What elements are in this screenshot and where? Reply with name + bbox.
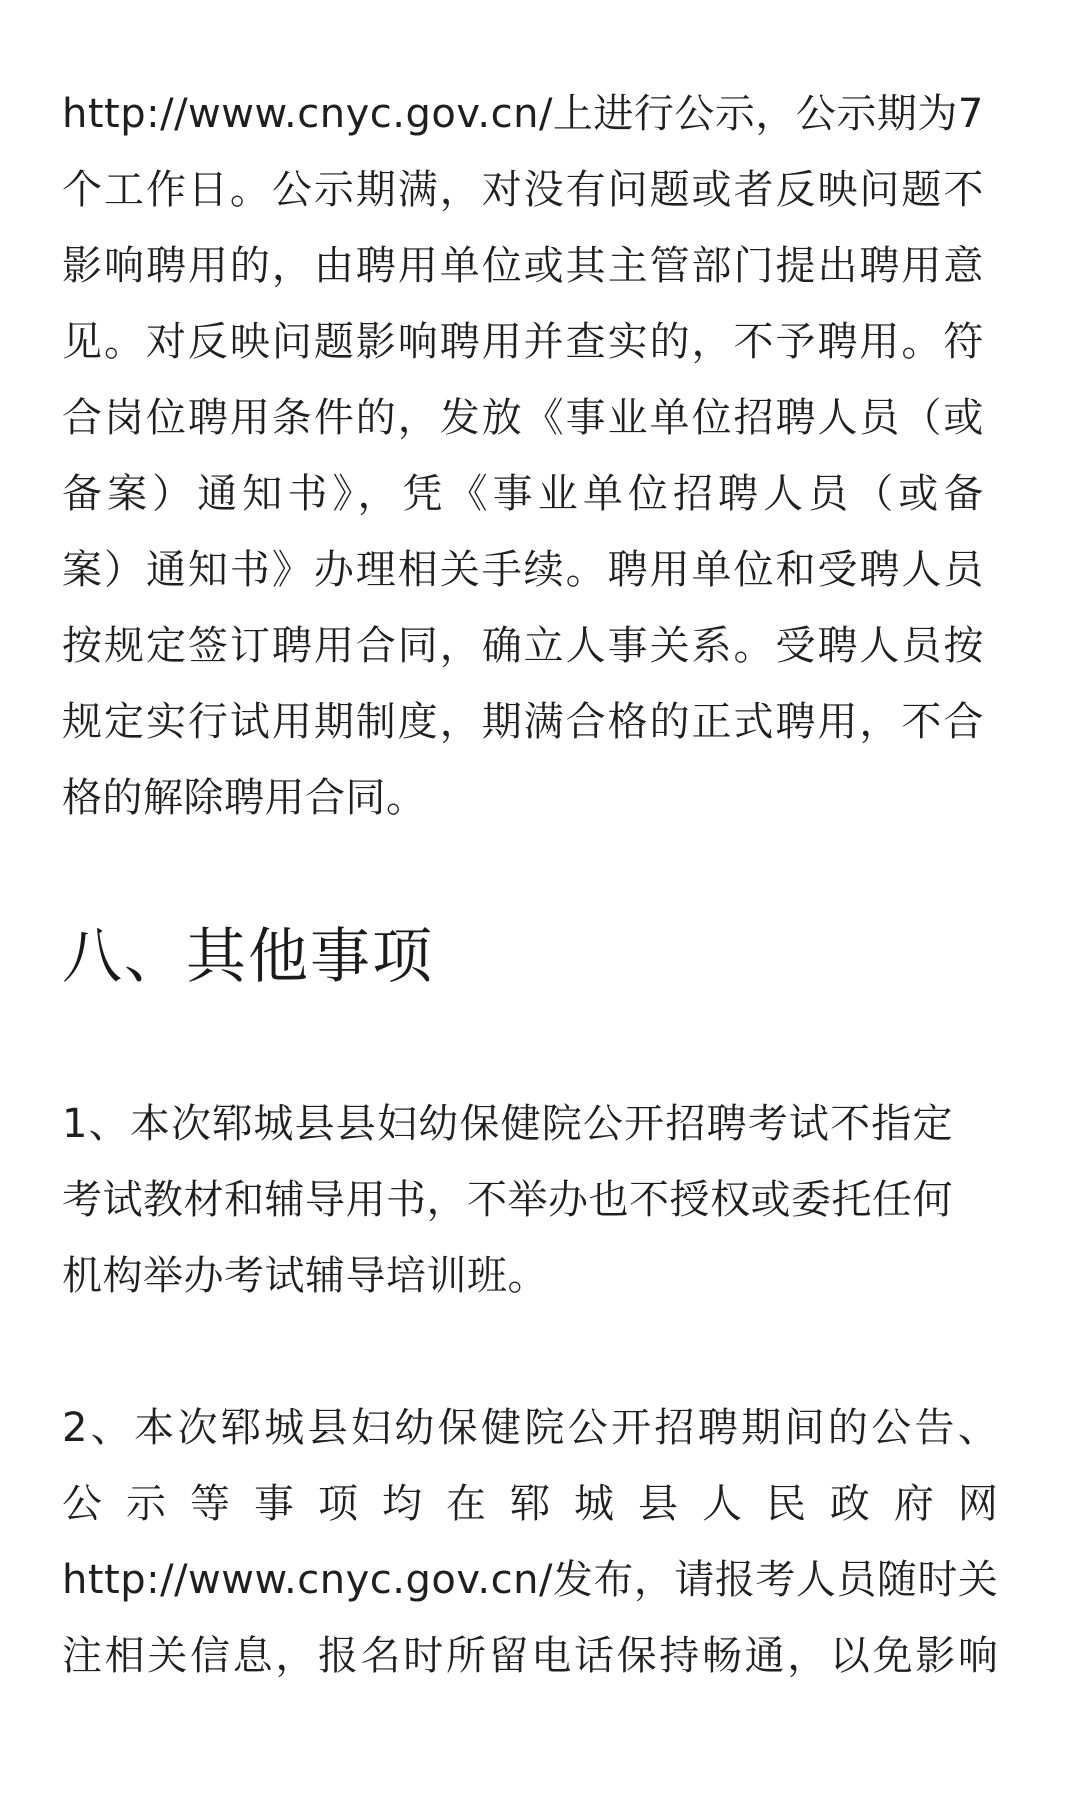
text-line: 公示等事项均在郓城县人民政府网 bbox=[62, 1481, 999, 1527]
other-item-1 bbox=[62, 1086, 953, 1314]
text-line: 备案）通知书》，凭《事业单位招聘人员（或备 bbox=[62, 471, 984, 517]
section-heading: 八、其他事项 bbox=[62, 922, 434, 992]
publicity-paragraph bbox=[62, 76, 984, 836]
text-line: 影响聘用的，由聘用单位或其主管部门提出聘用意 bbox=[62, 243, 984, 289]
text-line: 注相关信息，报名时所留电话保持畅通，以免影响 bbox=[62, 1633, 999, 1679]
text-line: 按规定签订聘用合同，确立人事关系。受聘人员按 bbox=[62, 623, 984, 669]
text-line: 规定实行试用期制度，期满合格的正式聘用，不合 bbox=[62, 699, 984, 745]
text-line: 见。对反映问题影响聘用并查实的，不予聘用。符 bbox=[62, 319, 984, 365]
text-line: 2、本次郓城县妇幼保健院公开招聘期间的公告、 bbox=[62, 1405, 999, 1451]
text-line: http://www.cnyc.gov.cn/上进行公示，公示期为7 bbox=[62, 91, 984, 137]
other-item-2 bbox=[62, 1390, 998, 1694]
text-line: 考试教材和辅导用书，不举办也不授权或委托任何 bbox=[62, 1177, 953, 1223]
text-line: 1、本次郓城县县妇幼保健院公开招聘考试不指定 bbox=[62, 1101, 953, 1147]
text-line: 个工作日。公示期满，对没有问题或者反映问题不 bbox=[62, 167, 984, 213]
text-line: 格的解除聘用合同。 bbox=[62, 775, 427, 821]
text-line: 案）通知书》办理相关手续。聘用单位和受聘人员 bbox=[62, 547, 984, 593]
text-line: 合岗位聘用条件的，发放《事业单位招聘人员（或 bbox=[62, 395, 984, 441]
text-line: 机构举办考试辅导培训班。 bbox=[62, 1253, 548, 1299]
text-line: http://www.cnyc.gov.cn/发布，请报考人员随时关 bbox=[62, 1557, 999, 1603]
